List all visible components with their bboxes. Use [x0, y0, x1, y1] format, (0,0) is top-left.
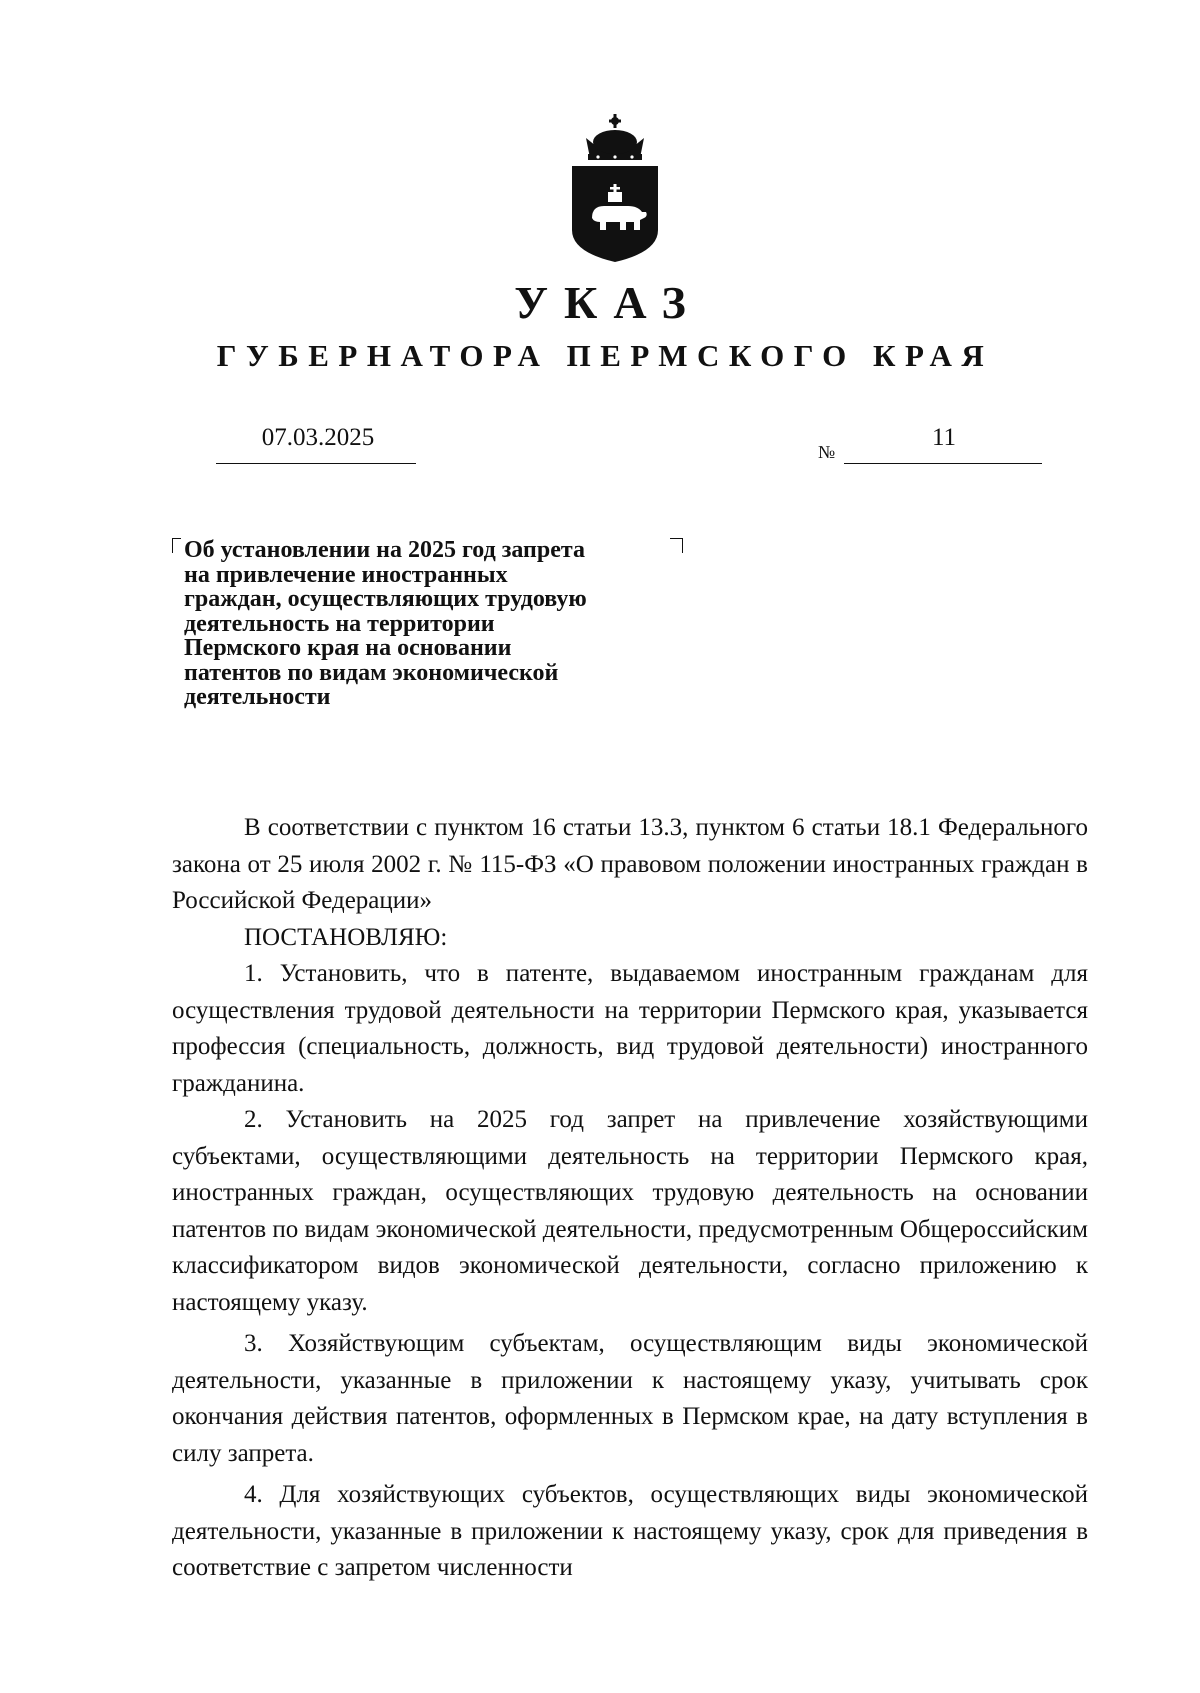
document-body [172, 810, 1088, 1587]
decree-date: 07.03.2025 [261, 424, 375, 451]
preamble-paragraph: В соответствии с пунктом 16 статьи 13.3, пунктом 6 статьи 18.1 Федерального закона от 25 июля 2002 г. № 115-ФЗ «О правовом положении иностранных граждан в Российской Федерации» [172, 814, 1088, 914]
title-line: деятельности [184, 684, 331, 710]
decree-number: 11 [931, 424, 957, 451]
item-paragraph: 1. Установить, что в патенте, выдаваемом иностранным гражданам для осуществления трудовой деятельности на территории Пермского края, указывается профессия (специальность, должность, вид трудовой деятельности) иностранного гражданина. [172, 960, 1088, 1097]
page-subtitle: ГУБЕРНАТОРА ПЕРМСКОГО КРАЯ [216, 338, 994, 373]
title-line: патентов по видам экономической [184, 659, 559, 686]
item-paragraph: 3. Хозяйствующим субъектам, осуществляющим виды экономической деятельности, указанные в приложении к настоящему указу, учитывать срок окончания действия патентов, оформленных в Пермском крае, на дату вступления в силу запрета. [172, 1330, 1088, 1467]
number-underline [844, 463, 1042, 464]
title-line: деятельность на территории [184, 610, 495, 637]
page-title: УКАЗ [514, 277, 702, 328]
number-sign: № [818, 442, 836, 462]
date-underline [216, 463, 416, 464]
document-title [184, 538, 704, 710]
title-line: граждан, осуществляющих трудовую [184, 586, 587, 612]
title-line: на привлечение иностранных [184, 561, 508, 588]
title-line: Об установлении на 2025 год запрета [184, 537, 585, 563]
perm-krai-coat-of-arms-icon [568, 112, 662, 264]
item-paragraph: 2. Установить на 2025 год запрет на привлечение хозяйствующими субъектами, осуществляющими деятельность на территории Пермского края, иностранных граждан, осуществляющих трудовую деятельность на основании патентов по видам экономической деятельности, предусмотренным Общероссийским классификатором видов экономической деятельности, согласно приложению к настоящему указу. [172, 1106, 1088, 1316]
decree-word: ПОСТАНОВЛЯЮ: [244, 923, 448, 951]
title-bracket-left [172, 538, 181, 553]
item-paragraph: 4. Для хозяйствующих субъектов, осуществляющих виды экономической деятельности, указанные в приложении к настоящему указу, срок для приведения в соответствие с запретом численности [172, 1481, 1088, 1581]
title-line: Пермского края на основании [184, 635, 512, 661]
